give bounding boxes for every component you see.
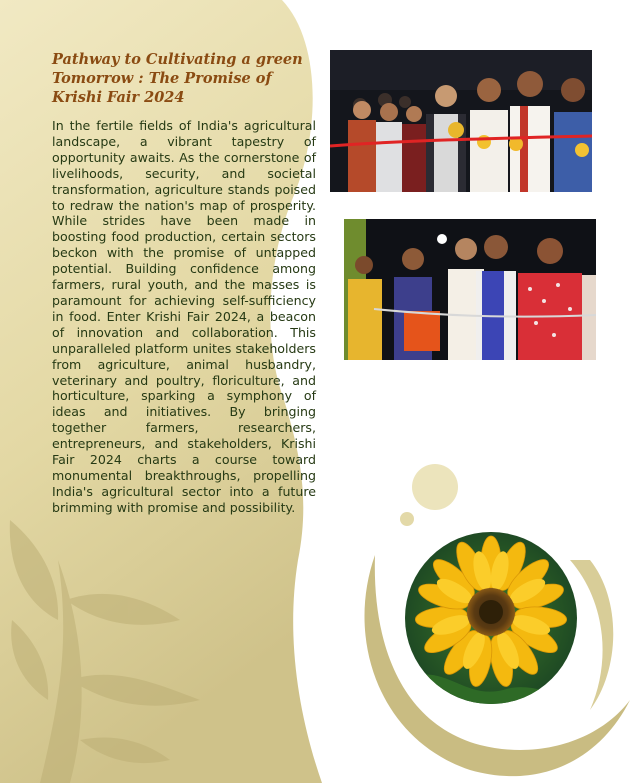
photo-ribbon-cutting-2 — [344, 219, 596, 360]
deco-circle-large — [412, 464, 458, 510]
sunflower-image — [403, 530, 579, 706]
photo-ribbon-cutting-1 — [330, 50, 592, 192]
article-title: Pathway to Cultivating a green Tomorrow : The Promise of Krishi Fair 2024 — [52, 51, 303, 106]
article-body: In the fertile fields of India's agricultural landscape, a vibrant tapestry of opportunity awaits. As the cornerstone of livelihoods, security, and societal transformation, agriculture stands poised to redraw the nation's map of prosperity. While strides have been made in boosting food production, certain sectors beckon with the promise of untapped potential. Building confidence among farmers, rural youth, and the masses is paramount for achieving self-sufficiency in food. Enter Krishi Fair 2024, a beacon of innovation and collaboration. This unparalleled platform unites stakeholders from agriculture, animal husbandry, veterinary and poultry, floriculture, and horticulture, sparking a symphony of ideas and initiatives. By bringing together farmers, researchers, entrepreneurs, and stakeholders, Krishi Fair 2024 charts a course toward monumental breakthroughs, propelling India's agricultural sector into a future brimming with promise and possibility. — [52, 118, 316, 515]
deco-circle-small — [400, 512, 414, 526]
